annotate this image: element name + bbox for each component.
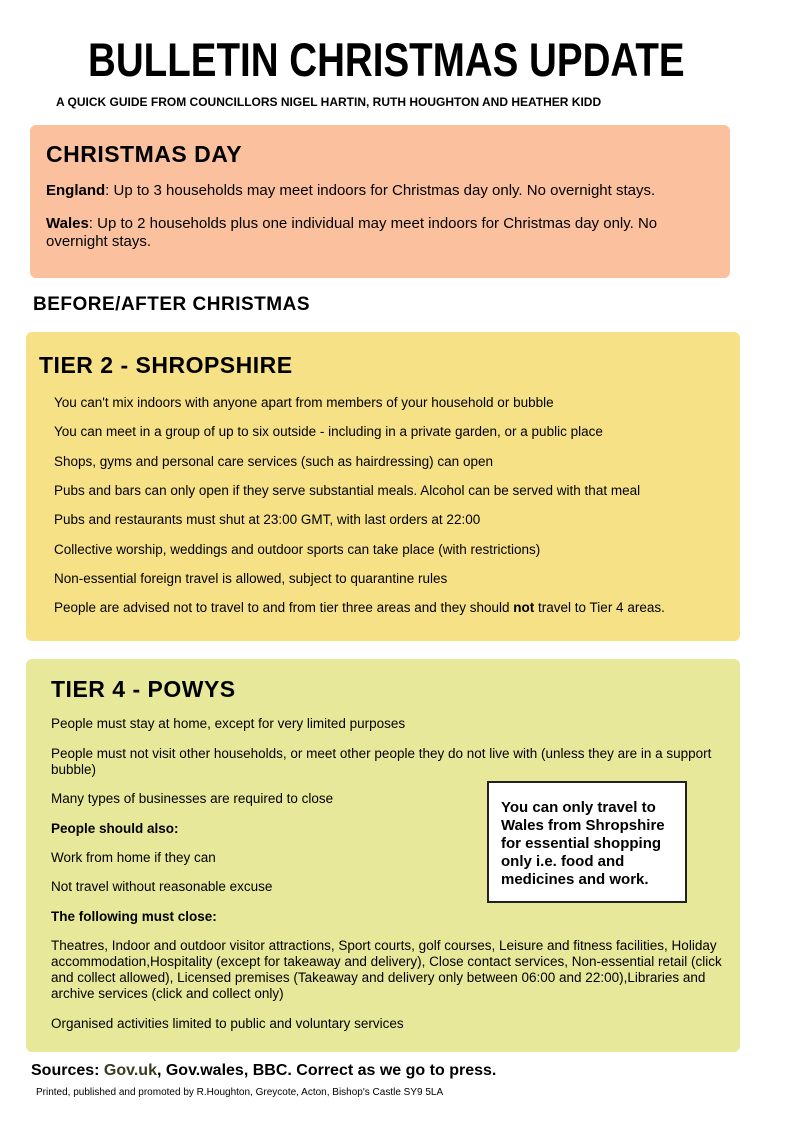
tier2-item: You can meet in a group of up to six outside - including in a private garden, or a public place — [54, 424, 603, 440]
tier4-item: Organised activities limited to public and voluntary services — [51, 1016, 404, 1031]
imprint: Printed, published and promoted by R.Houghton, Greycote, Acton, Bishop's Castle SY9 5LA — [36, 1087, 444, 1098]
christmas-day-box — [30, 125, 730, 278]
tier2-item: Collective worship, weddings and outdoor sports can take place (with restrictions) — [54, 541, 541, 557]
emphasis: not — [513, 600, 535, 615]
england-rule — [46, 182, 716, 200]
england-label: England — [46, 182, 106, 199]
wales-label: Wales — [46, 215, 89, 232]
text: travel to Tier 4 areas. — [534, 600, 665, 615]
tier2-item: Pubs and bars can only open if they serve substantial meals. Alcohol can be served with that meal — [54, 482, 641, 498]
tier4-item: Theatres, Indoor and outdoor visitor attractions, Sport courts, golf courses, Leisure and fitness facilities, Holiday accommodation,Hospitality (except for takeaway and delivery), Close contact services, Non-essential retail (click and collect allowed), Licensed premises (Takeaway and delivery only between 06:00 and 22:00),Libraries and archive services (click and collect only) — [51, 938, 722, 1001]
tier2-heading: TIER 2 - SHROPSHIRE — [39, 352, 293, 378]
christmas-heading: CHRISTMAS DAY — [46, 141, 243, 167]
tier2-item — [54, 600, 665, 616]
govuk-link[interactable]: Gov.uk — [103, 1062, 157, 1079]
travel-callout: You can only travel to Wales from Shropshire for essential shopping only i.e. food and medicines and work. — [487, 781, 687, 903]
sources-label: Sources: — [31, 1062, 104, 1079]
page-title: BULLETIN CHRISTMAS UPDATE — [88, 33, 685, 86]
tier4-item: People must stay at home, except for very limited purposes — [51, 716, 406, 731]
tier4-item: Not travel without reasonable excuse — [51, 879, 273, 894]
tier2-item: Non-essential foreign travel is allowed, subject to quarantine rules — [54, 570, 448, 586]
wales-rule — [46, 215, 696, 251]
section-heading: BEFORE/AFTER CHRISTMAS — [33, 294, 310, 315]
sources-rest: , Gov.wales, BBC. Correct as we go to press. — [156, 1062, 497, 1079]
tier2-item: You can't mix indoors with anyone apart from members of your household or bubble — [54, 395, 554, 410]
wales-text: : Up to 2 households plus one individual may meet indoors for Christmas day only. No overnight stays. — [46, 215, 658, 250]
tier4-item: Work from home if they can — [51, 850, 216, 865]
close-heading: The following must close: — [51, 909, 217, 924]
tier2-item: Pubs and restaurants must shut at 23:00 GMT, with last orders at 22:00 — [54, 512, 481, 528]
england-text: : Up to 3 households may meet indoors for Christmas day only. No overnight stays. — [105, 182, 656, 199]
also-heading: People should also: — [51, 821, 179, 836]
sources — [31, 1062, 496, 1080]
tier4-item: People must not visit other households, or meet other people they do not live with (unless they are in a support bubble) — [51, 746, 712, 777]
tier2-box — [26, 332, 740, 641]
text: People are advised not to travel to and from tier three areas and they should — [54, 600, 514, 615]
tier2-item: Shops, gyms and personal care services (such as hairdressing) can open — [54, 453, 493, 469]
tier4-item: Many types of businesses are required to close — [51, 791, 334, 806]
tier4-heading: TIER 4 - POWYS — [51, 676, 236, 702]
subtitle: A QUICK GUIDE FROM COUNCILLORS NIGEL HARTIN, RUTH HOUGHTON AND HEATHER KIDD — [56, 95, 602, 109]
